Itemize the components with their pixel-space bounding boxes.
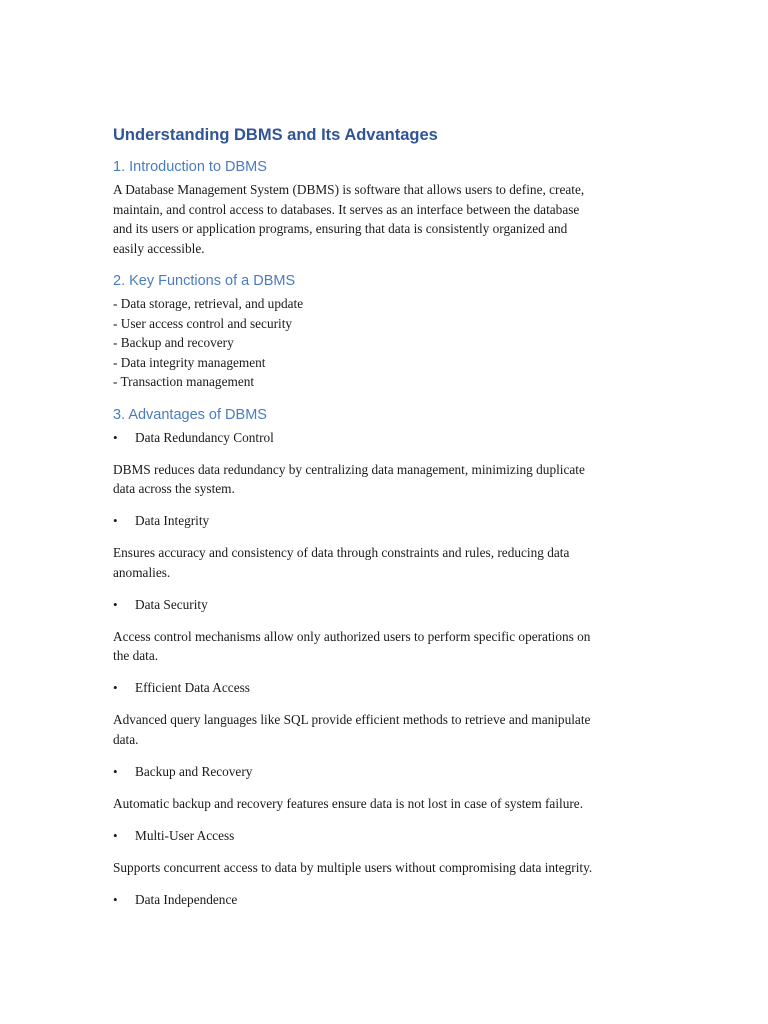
advantage-title: Backup and Recovery <box>135 763 253 779</box>
advantage-description <box>113 794 658 814</box>
paragraph-line: and its users or application programs, ensuring that data is consistently organized and <box>113 221 568 236</box>
description-line: the data. <box>113 648 159 663</box>
list-item: - Data storage, retrieval, and update <box>113 296 304 311</box>
list-item: - User access control and security <box>113 315 293 331</box>
description-line: Access control mechanisms allow only authorized users to perform specific operations on <box>113 628 591 644</box>
advantage-title: Data Security <box>135 596 208 612</box>
paragraph-line: A Database Management System (DBMS) is software that allows users to define, create, <box>113 182 585 197</box>
advantage-bullet <box>113 826 658 846</box>
list-item: - Backup and recovery <box>113 335 234 350</box>
document-page <box>113 123 658 922</box>
bullet-dot-icon: • <box>113 763 118 779</box>
description-line: data across the system. <box>113 481 235 496</box>
advantage-bullet <box>113 595 658 615</box>
list-item: - Data integrity management <box>113 354 266 370</box>
advantages-list <box>113 428 658 910</box>
description-line: Advanced query languages like SQL provide efficient methods to retrieve and manipulate <box>113 712 591 727</box>
advantage-description <box>113 543 658 582</box>
description-line: anomalies. <box>113 564 171 580</box>
advantage-description <box>113 710 658 749</box>
advantage-title: Multi-User Access <box>135 827 235 843</box>
description-line: Supports concurrent access to data by multiple users without compromising data integrity. <box>113 859 593 875</box>
description-line: DBMS reduces data redundancy by centralizing data management, minimizing duplicate <box>113 461 585 477</box>
key-functions-list <box>113 294 658 392</box>
advantage-bullet <box>113 678 658 698</box>
advantage-description <box>113 858 658 878</box>
paragraph-line: easily accessible. <box>113 240 205 256</box>
bullet-dot-icon: • <box>113 891 118 907</box>
bullet-dot-icon: • <box>113 827 118 843</box>
section-heading-introduction: 1. Introduction to DBMS <box>113 159 267 175</box>
list-item: - Transaction management <box>113 374 255 389</box>
section-heading-advantages: 3. Advantages of DBMS <box>113 406 267 423</box>
description-line: data. <box>113 731 139 747</box>
advantage-bullet <box>113 428 658 448</box>
bullet-dot-icon: • <box>113 429 118 445</box>
advantage-bullet <box>113 890 658 910</box>
advantage-bullet <box>113 762 658 782</box>
advantage-title: Data Independence <box>135 891 238 907</box>
advantage-bullet <box>113 511 658 531</box>
advantage-description <box>113 460 658 499</box>
bullet-dot-icon: • <box>113 680 118 695</box>
section-heading-key-functions: 2. Key Functions of a DBMS <box>113 273 296 289</box>
document-title: Understanding DBMS and Its Advantages <box>113 126 438 144</box>
advantage-title: Data Integrity <box>135 513 210 528</box>
description-line: Ensures accuracy and consistency of data through constraints and rules, reducing data <box>113 545 570 560</box>
bullet-dot-icon: • <box>113 596 118 612</box>
paragraph-line: maintain, and control access to databases. It serves as an interface between the database <box>113 201 580 217</box>
description-line: Automatic backup and recovery features ensure data is not lost in case of system failure. <box>113 795 584 811</box>
bullet-dot-icon: • <box>113 513 118 528</box>
introduction-paragraph <box>113 180 658 258</box>
advantage-title: Data Redundancy Control <box>135 429 274 445</box>
advantage-description <box>113 627 658 666</box>
advantage-title: Efficient Data Access <box>135 680 250 695</box>
